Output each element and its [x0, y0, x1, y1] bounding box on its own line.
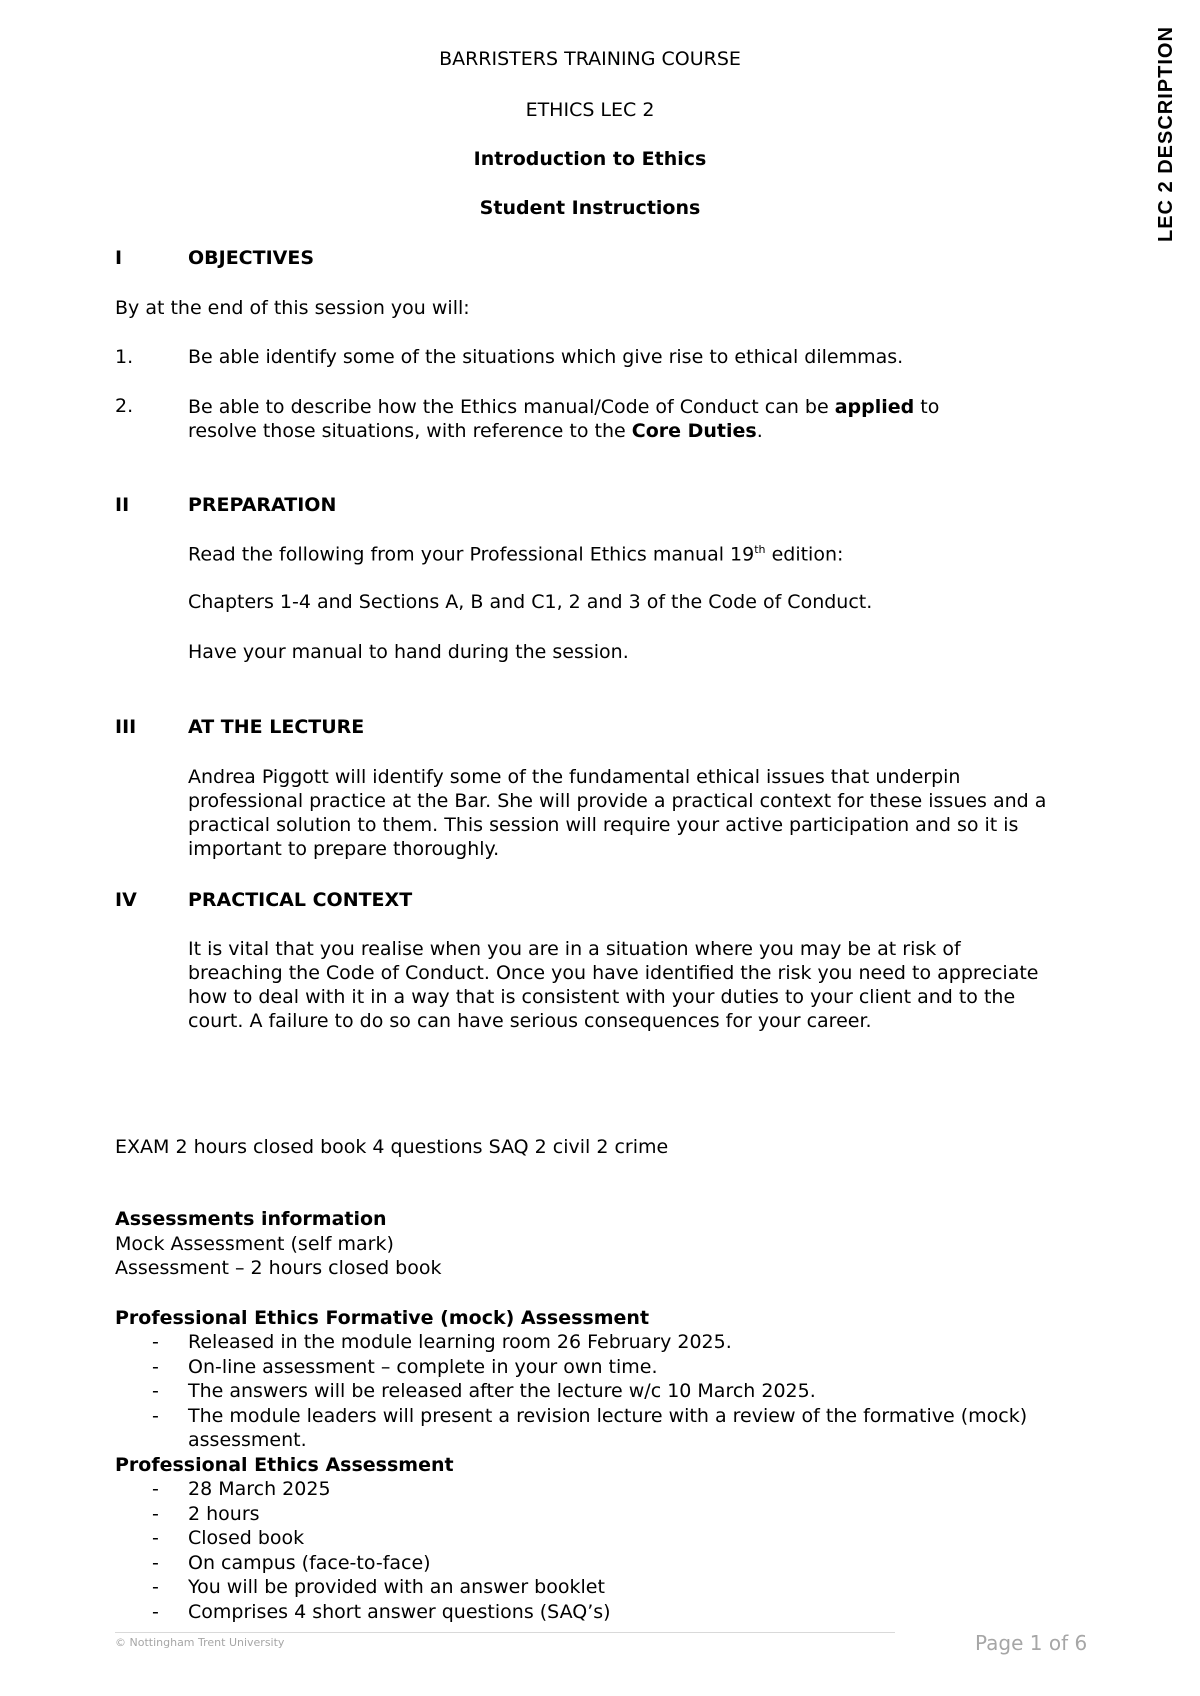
page-subtitle: Student Instructions — [479, 197, 701, 219]
objectives-intro: By at the end of this session you will: — [115, 297, 470, 319]
course-title: BARRISTERS TRAINING COURSE — [439, 48, 741, 70]
list-item: - The module leaders will present a revision lecture with a review of the formative (mock) assessment. — [115, 1404, 1028, 1453]
exam-note: EXAM 2 hours closed book 4 questions SAQ 2 civil 2 crime — [115, 1136, 669, 1158]
footer-divider — [115, 1632, 895, 1633]
list-item: - On campus (face-to-face) — [115, 1551, 1028, 1576]
section-heading-lecture: AT THE LECTURE — [188, 716, 365, 738]
section-number-preparation: II — [115, 494, 130, 516]
lecture-body: Andrea Piggott will identify some of the fundamental ethical issues that underpin professional practice at the Bar. She will provide a practical context for these issues and a practical solution to them. This session will require your active participation and so it is important to prepare thoroughly. — [188, 766, 1047, 860]
formative-heading: Professional Ethics Formative (mock) Assessment — [115, 1306, 650, 1329]
objective-2-text: Be able to describe how the Ethics manual/Code of Conduct can be applied to resolve those situations, with reference to the Core Duties. — [188, 396, 940, 442]
list-item: - Closed book — [115, 1526, 1028, 1551]
section-heading-preparation: PREPARATION — [188, 494, 337, 516]
page-number: Page 1 of 6 — [975, 1631, 1088, 1655]
preparation-chapters: Chapters 1-4 and Sections A, B and C1, 2 and 3 of the Code of Conduct. — [188, 591, 873, 613]
assessments-section — [115, 1207, 1028, 1624]
section-number-objectives: I — [115, 247, 123, 269]
assessments-line-1: Mock Assessment (self mark) — [115, 1232, 394, 1255]
section-heading-context: PRACTICAL CONTEXT — [188, 889, 413, 911]
footer-copyright: © Nottingham Trent University — [115, 1636, 285, 1649]
side-label: LEC 2 DESCRIPTION — [1155, 26, 1177, 242]
list-item: - 2 hours — [115, 1502, 1028, 1527]
list-item: - You will be provided with an answer booklet — [115, 1575, 1028, 1600]
section-number-lecture: III — [115, 716, 137, 738]
list-item: - On-line assessment – complete in your own time. — [115, 1355, 1028, 1380]
section-number-context: IV — [115, 889, 137, 911]
final-assessment-heading: Professional Ethics Assessment — [115, 1453, 454, 1476]
list-item: - Released in the module learning room 26 February 2025. — [115, 1330, 1028, 1355]
objective-2-number: 2. — [115, 395, 134, 417]
context-body: It is vital that you realise when you are in a situation where you may be at risk of breaching the Code of Conduct. Once you have identified the risk you need to appreciate how to deal with it in a way that is consistent with your duties to your client and to the court. A failure to do so can have serious consequences for your career. — [188, 938, 1039, 1032]
assessments-heading: Assessments information — [115, 1208, 387, 1230]
list-item: - The answers will be released after the lecture w/c 10 March 2025. — [115, 1379, 1028, 1404]
list-item: - Comprises 4 short answer questions (SAQ’s) — [115, 1600, 1028, 1625]
section-heading-objectives: OBJECTIVES — [188, 247, 315, 269]
assessments-line-2: Assessment – 2 hours closed book — [115, 1257, 442, 1279]
preparation-manual: Have your manual to hand during the session. — [188, 641, 629, 663]
objective-1-number: 1. — [115, 346, 134, 368]
objective-1-text: Be able identify some of the situations which give rise to ethical dilemmas. — [188, 346, 904, 368]
final-assessment-list — [115, 1477, 1028, 1624]
formative-list — [115, 1330, 1028, 1453]
preparation-reading: Read the following from your Professional Ethics manual 19th edition: — [188, 543, 844, 566]
lecture-title: ETHICS LEC 2 — [525, 99, 655, 121]
list-item: - 28 March 2025 — [115, 1477, 1028, 1502]
page-title: Introduction to Ethics — [473, 148, 707, 170]
